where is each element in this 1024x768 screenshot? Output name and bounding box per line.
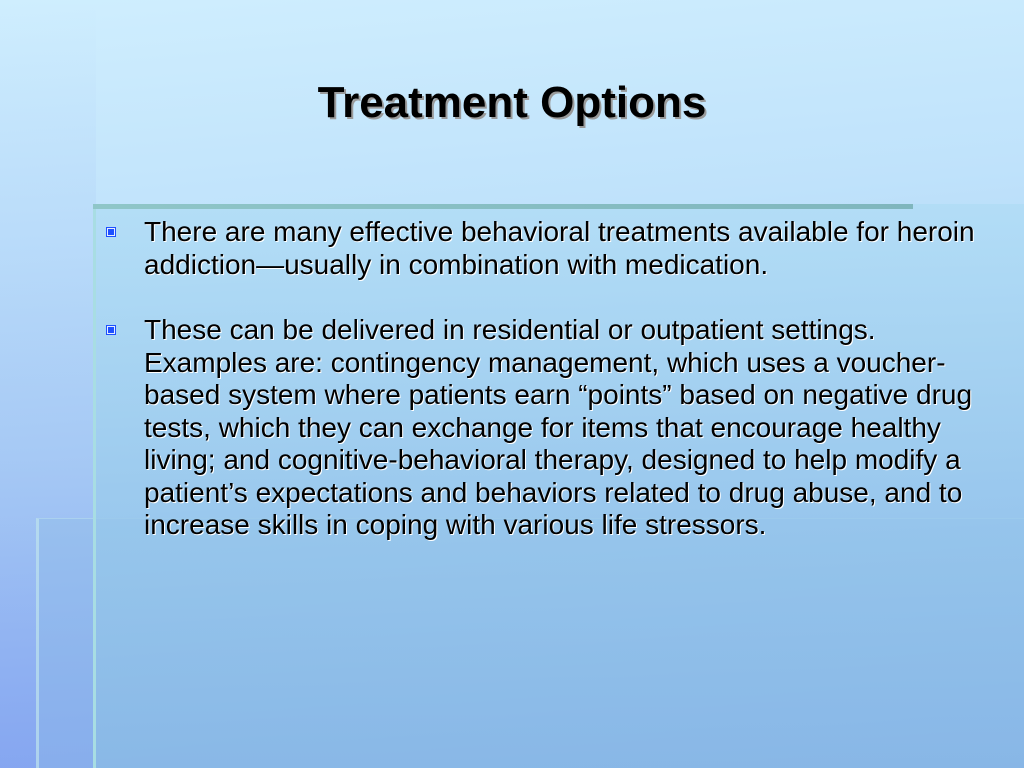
square-bullet-icon	[107, 326, 115, 334]
bullet-text: These can be delivered in residential or outpatient settings. Examples are: contingency management, which uses a voucher-based system where patients earn “points” based on negative drug tests, which they can exchange for items that encourage healthy living; and cognitive-behavioral therapy, designed to help modify a patient’s expectations and behaviors related to drug abuse, and to increase skills in coping with various life stressors.	[144, 314, 973, 540]
content-panel-top-line	[93, 204, 913, 209]
bullet-item	[104, 216, 984, 281]
bullet-text: There are many effective behavioral treatments available for heroin addiction—usually in combination with medication.	[144, 216, 975, 280]
bullet-item	[104, 314, 984, 542]
slide-title: Treatment Options	[317, 78, 707, 127]
square-bullet-icon	[107, 228, 115, 236]
bullet-list	[104, 216, 984, 575]
